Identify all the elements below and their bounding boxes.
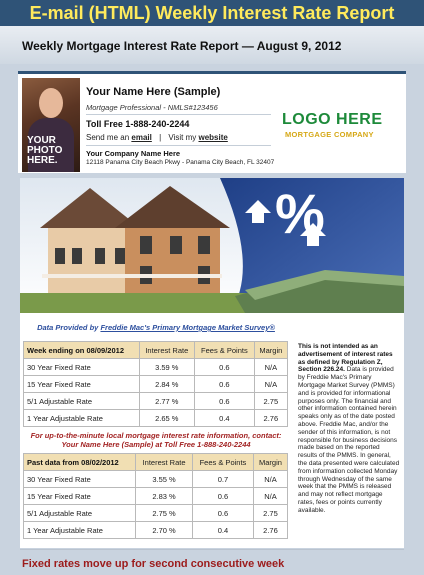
company-address: 12118 Panama City Beach Pkwy - Panama City Beach, FL 32407 bbox=[86, 159, 275, 166]
photo-placeholder-label: YOUR PHOTO HERE. bbox=[27, 135, 63, 166]
table-row bbox=[24, 505, 288, 522]
table-cell: 2.83 % bbox=[136, 488, 193, 505]
table-row bbox=[24, 522, 288, 539]
table-cell: 5/1 Adjustable Rate bbox=[24, 393, 140, 410]
table-cell: 2.76 bbox=[254, 410, 287, 427]
table-cell: N/A bbox=[254, 376, 287, 393]
table-header-row bbox=[24, 454, 288, 471]
table-cell: 0.6 bbox=[195, 393, 255, 410]
visit-website-prefix: Visit my bbox=[168, 133, 197, 142]
agent-title: Mortgage Professional - NMLS#123456 bbox=[86, 103, 218, 112]
table-cell: 0.4 bbox=[195, 410, 255, 427]
percent-icon: % bbox=[275, 182, 325, 245]
photo-silhouette-face bbox=[39, 88, 63, 118]
table-cell: 2.75 % bbox=[136, 505, 193, 522]
agent-name: Your Name Here (Sample) bbox=[86, 86, 221, 98]
hero-house-image bbox=[20, 178, 404, 313]
table-cell: N/A bbox=[253, 488, 287, 505]
footer-headline: Fixed rates move up for second consecutive week bbox=[22, 558, 285, 570]
report-title: Weekly Mortgage Interest Rate Report — August 9, 2012 bbox=[22, 39, 342, 53]
data-source-prefix: Data Provided by bbox=[37, 323, 99, 332]
table-cell: 0.6 bbox=[192, 488, 253, 505]
table-cell: 5/1 Adjustable Rate bbox=[24, 505, 136, 522]
rates-section bbox=[20, 313, 404, 548]
footer-divider bbox=[20, 549, 404, 550]
website-link[interactable]: website bbox=[198, 133, 228, 142]
report-header bbox=[0, 26, 424, 64]
disclaimer-body: Data is provided by Freddie Mac's Primary Mortgage Market Survey (PMMS) and is provided for informational purposes only. The financial and other information contained herein speaks only as of the date posted above. Freddie Mac, and/or the sender of this information, is not responsible for business decisions made based on the reported results of the PMMS. In general, the data presented were calculated from information collected Monday through Wednesday of the same week that the PMMS is released and may not reflect mortgage rates, fees or points currently available. bbox=[298, 366, 400, 514]
disclaimer-bold: This is not intended as an advertisement of interest rates as defined by Regulation Z, Section 226.24. bbox=[298, 343, 393, 374]
company-logo-subtitle: MORTGAGE COMPANY bbox=[285, 130, 374, 139]
send-email-prefix: Send me an bbox=[86, 133, 130, 142]
table-cell: 2.65 % bbox=[139, 410, 195, 427]
contact-note-line1: For up-to-the-minute local mortgage interest rate information, contact: bbox=[30, 431, 282, 440]
table-header-interest-rate: Interest Rate bbox=[136, 454, 193, 471]
table-cell: 30 Year Fixed Rate bbox=[24, 359, 140, 376]
contact-note bbox=[20, 431, 292, 449]
table-cell: 2.75 bbox=[253, 505, 287, 522]
table-cell: N/A bbox=[254, 359, 287, 376]
card-divider-2 bbox=[86, 145, 271, 146]
table-header-fees-points: Fees & Points bbox=[192, 454, 253, 471]
table-row bbox=[24, 359, 288, 376]
table-row bbox=[24, 471, 288, 488]
link-separator: | bbox=[159, 133, 162, 142]
table-cell: 2.75 bbox=[254, 393, 287, 410]
table-cell: 0.6 bbox=[192, 505, 253, 522]
table-cell: 2.77 % bbox=[139, 393, 195, 410]
footer-headline-bar bbox=[0, 548, 424, 575]
table-cell: 0.7 bbox=[192, 471, 253, 488]
table-row bbox=[24, 488, 288, 505]
table-cell: 1 Year Adjustable Rate bbox=[24, 522, 136, 539]
disclaimer-text bbox=[298, 343, 400, 515]
current-rates-table bbox=[23, 341, 288, 427]
agent-photo bbox=[22, 78, 80, 172]
card-divider bbox=[86, 114, 271, 115]
table-header-interest-rate: Interest Rate bbox=[139, 342, 195, 359]
company-logo-text: LOGO HERE bbox=[282, 111, 383, 128]
table-cell: 3.55 % bbox=[136, 471, 193, 488]
table-cell: 2.76 bbox=[253, 522, 287, 539]
data-source-line bbox=[20, 323, 292, 332]
top-banner bbox=[0, 0, 424, 26]
toll-free-number: Toll Free 1-888-240-2244 bbox=[86, 119, 190, 129]
table-cell: 15 Year Fixed Rate bbox=[24, 488, 136, 505]
table-header-week: Week ending on 08/09/2012 bbox=[24, 342, 140, 359]
table-header-fees-points: Fees & Points bbox=[195, 342, 255, 359]
past-rates-table bbox=[23, 453, 288, 539]
table-cell: 30 Year Fixed Rate bbox=[24, 471, 136, 488]
table-header-margin: Margin bbox=[254, 342, 287, 359]
table-cell: N/A bbox=[253, 471, 287, 488]
email-link[interactable]: email bbox=[131, 133, 152, 142]
table-cell: 2.84 % bbox=[139, 376, 195, 393]
freddie-mac-link[interactable]: Freddie Mac's Primary Mortgage Market Survey® bbox=[100, 323, 275, 332]
banner-title: E-mail (HTML) Weekly Interest Rate Report bbox=[29, 3, 395, 23]
table-cell: 0.6 bbox=[195, 359, 255, 376]
company-name: Your Company Name Here bbox=[86, 149, 181, 158]
table-cell: 3.59 % bbox=[139, 359, 195, 376]
table-row bbox=[24, 393, 288, 410]
table-row bbox=[24, 410, 288, 427]
table-cell: 0.4 bbox=[192, 522, 253, 539]
table-cell: 2.70 % bbox=[136, 522, 193, 539]
agent-card bbox=[18, 71, 406, 173]
table-header-row bbox=[24, 342, 288, 359]
table-header-past: Past data from 08/02/2012 bbox=[24, 454, 136, 471]
table-row bbox=[24, 376, 288, 393]
table-header-margin: Margin bbox=[253, 454, 287, 471]
contact-links bbox=[86, 133, 228, 142]
contact-note-line2: Your Name Here (Sample) at Toll Free 1-888-240-2244 bbox=[61, 440, 251, 449]
table-cell: 0.6 bbox=[195, 376, 255, 393]
table-cell: 1 Year Adjustable Rate bbox=[24, 410, 140, 427]
table-cell: 15 Year Fixed Rate bbox=[24, 376, 140, 393]
